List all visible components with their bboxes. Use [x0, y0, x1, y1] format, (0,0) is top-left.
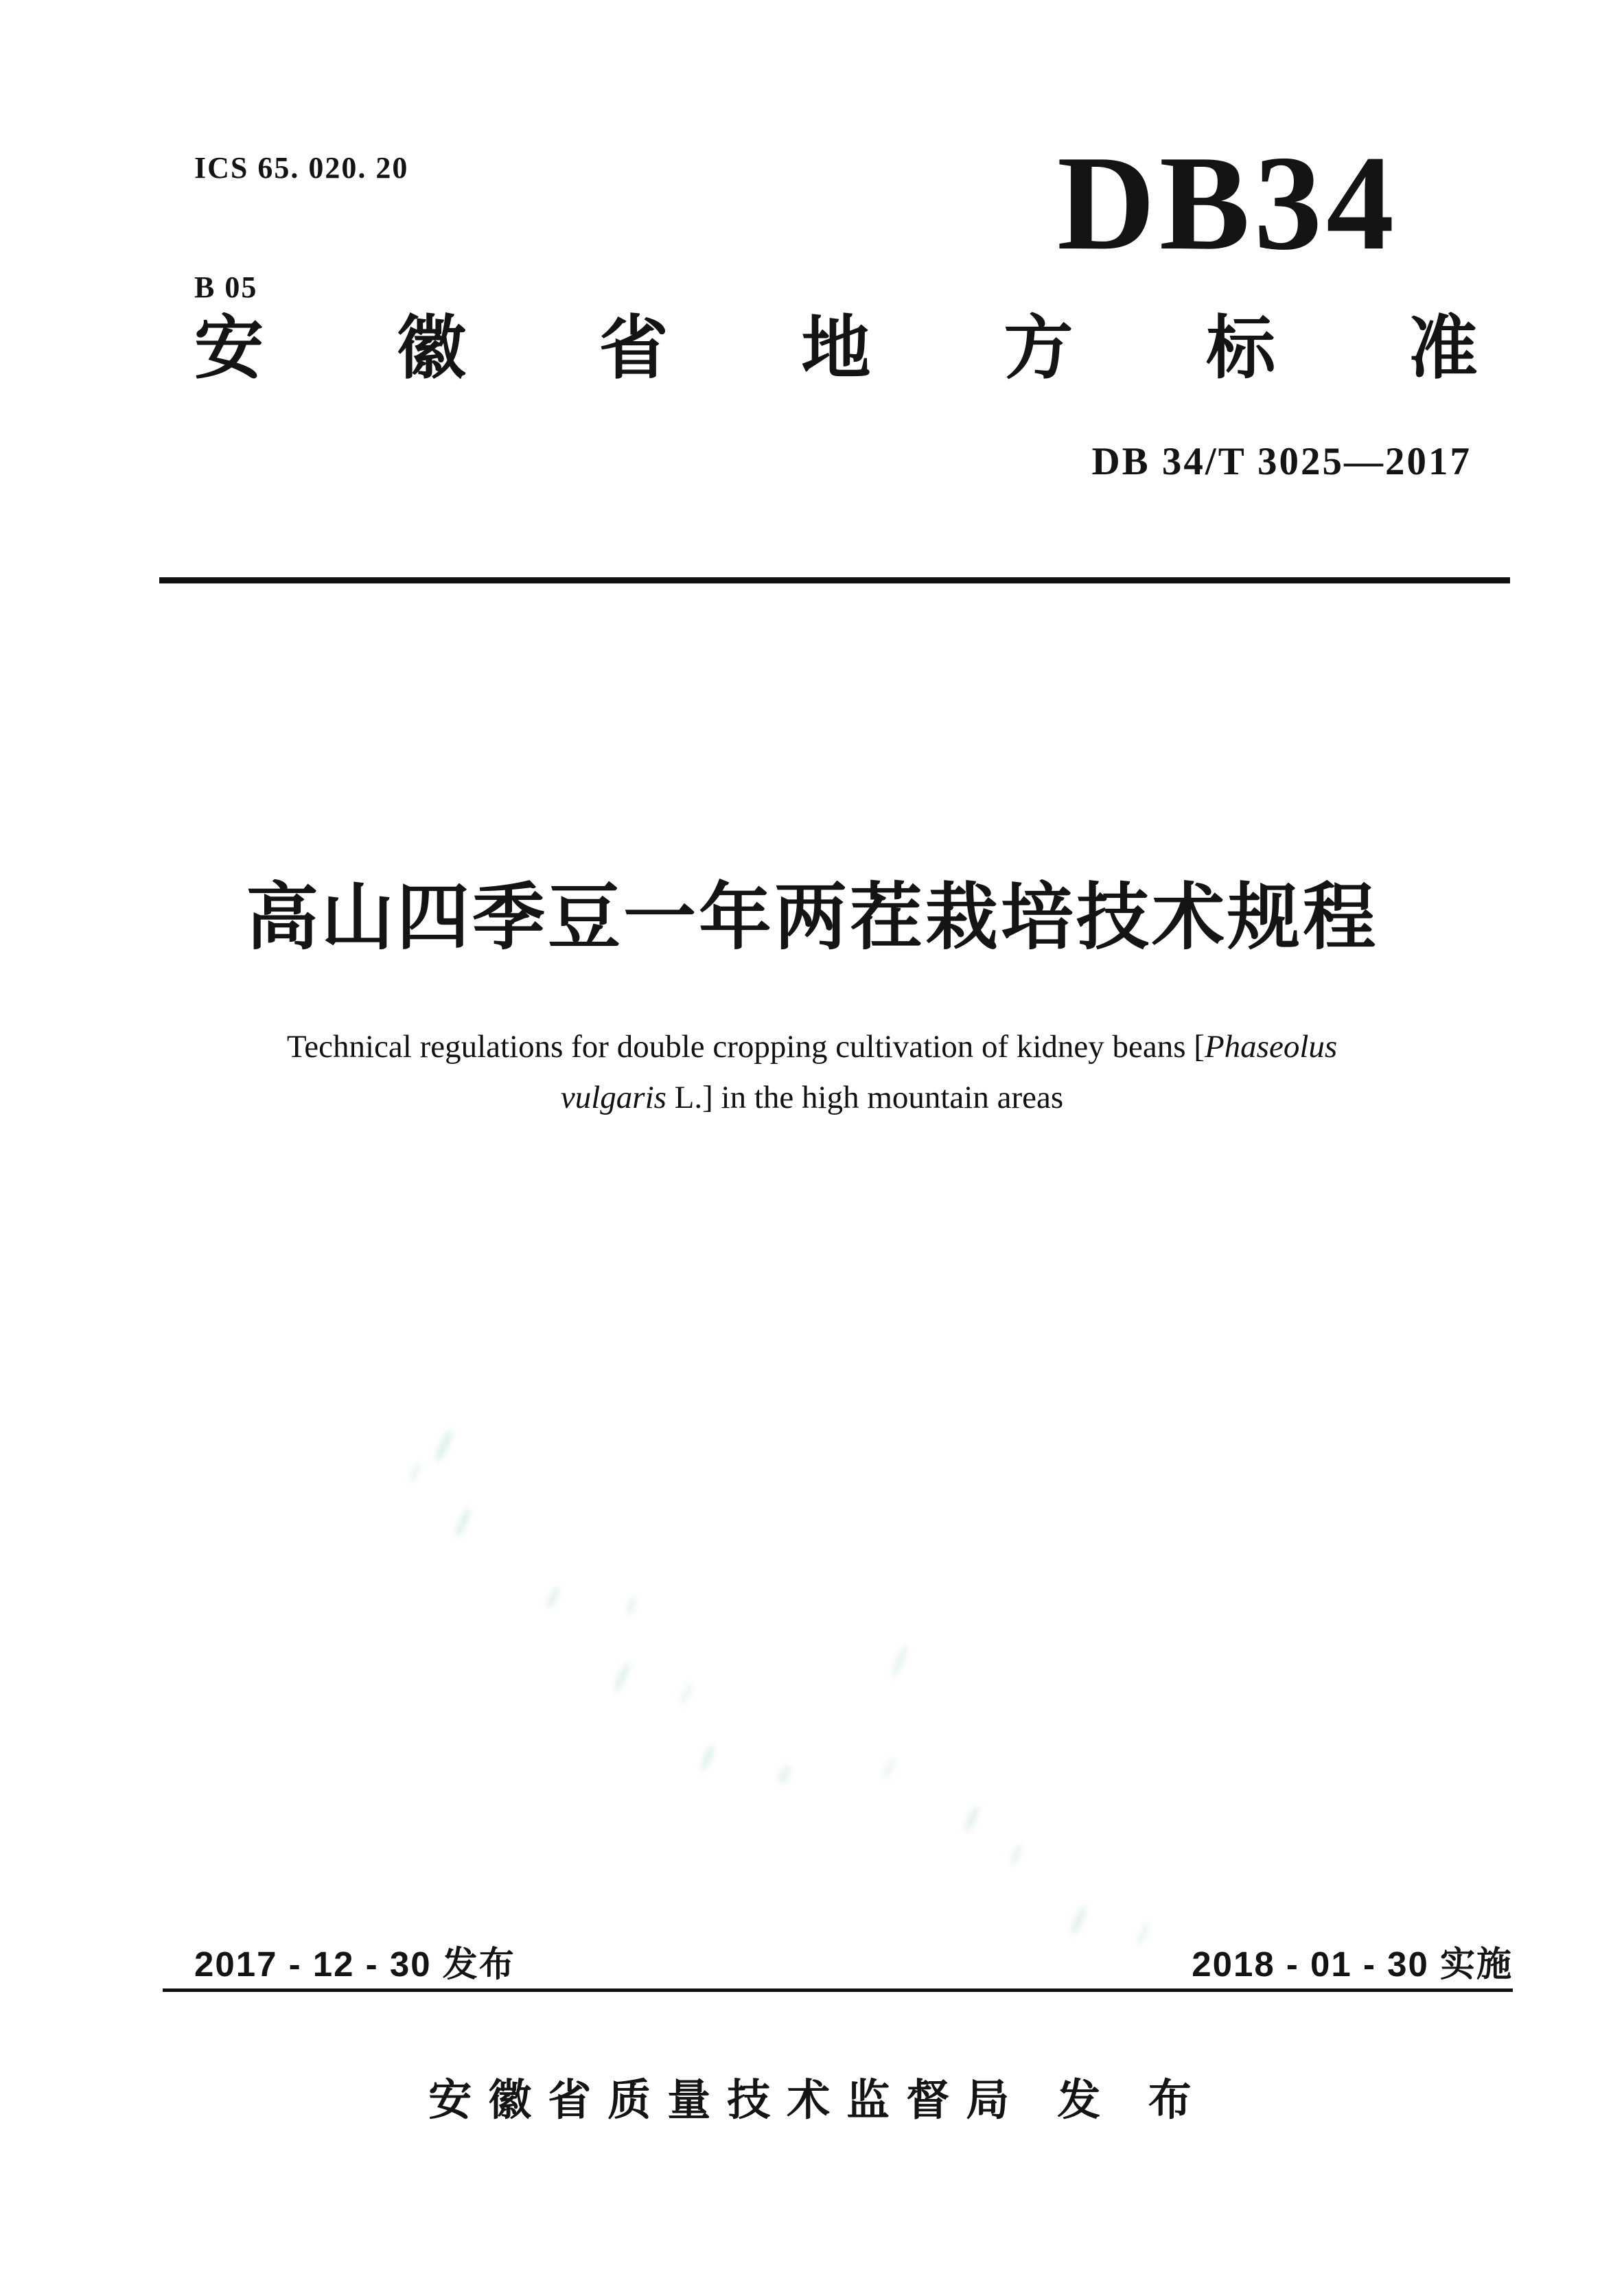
scan-artifact: [1135, 1922, 1151, 1947]
ics-code: ICS 65. 020. 20: [194, 151, 409, 185]
standard-name-char: 徽: [396, 310, 466, 387]
implementation-date: 2018 - 01 - 30 实施: [1192, 1945, 1513, 1984]
scan-artifact: [624, 1595, 638, 1616]
scan-artifact: [432, 1427, 456, 1463]
title-en-line2: [0, 1072, 1624, 1123]
scan-artifact: [698, 1743, 717, 1772]
document-title-cn: 高山四季豆一年两茬栽培技术规程: [246, 877, 1378, 958]
class-code: B 05: [194, 270, 258, 304]
scan-artifact: [776, 1763, 794, 1786]
publish-label: 发 布: [1057, 2076, 1196, 2124]
standard-name-char: 方: [1004, 310, 1074, 387]
standard-name-char: 安: [194, 310, 264, 387]
standard-name-row: [194, 310, 1478, 387]
issue-date: 2017 - 12 - 30 发布: [194, 1945, 515, 1984]
publisher-name: 安徽省质量技术监督局: [428, 2076, 1026, 2124]
standard-name-char: 准: [1408, 310, 1478, 387]
title-en-italic: Phaseolus: [1204, 1029, 1338, 1065]
scan-artifact: [1008, 1842, 1025, 1867]
title-en-italic: vulgaris: [560, 1080, 666, 1115]
scan-artifact: [408, 1461, 422, 1483]
standard-name-char: 省: [599, 310, 669, 387]
header-rule: [159, 577, 1510, 583]
standard-name-char: 地: [801, 310, 871, 387]
publisher-row: [0, 2076, 1624, 2125]
scan-artifact: [678, 1682, 695, 1707]
footer-rule: [163, 1988, 1513, 1992]
standard-name-char: 标: [1206, 310, 1276, 387]
title-en-regular: Technical regulations for double cropping cultivation of kidney beans [: [286, 1029, 1205, 1065]
scan-artifact: [1068, 1904, 1089, 1936]
title-en-line1: [0, 1021, 1624, 1072]
standard-number: DB 34/T 3025—2017: [1091, 440, 1472, 483]
scan-artifact: [452, 1506, 474, 1538]
scan-artifact: [889, 1644, 910, 1679]
title-en-regular: L.] in the high mountain areas: [666, 1080, 1064, 1115]
scan-artifact: [545, 1585, 562, 1610]
document-title-en: [0, 1021, 1624, 1123]
db34-logo: DB34: [1057, 128, 1399, 278]
scan-artifact: [612, 1661, 632, 1695]
scan-artifact: [881, 1756, 897, 1781]
scan-artifact: [962, 1805, 981, 1833]
